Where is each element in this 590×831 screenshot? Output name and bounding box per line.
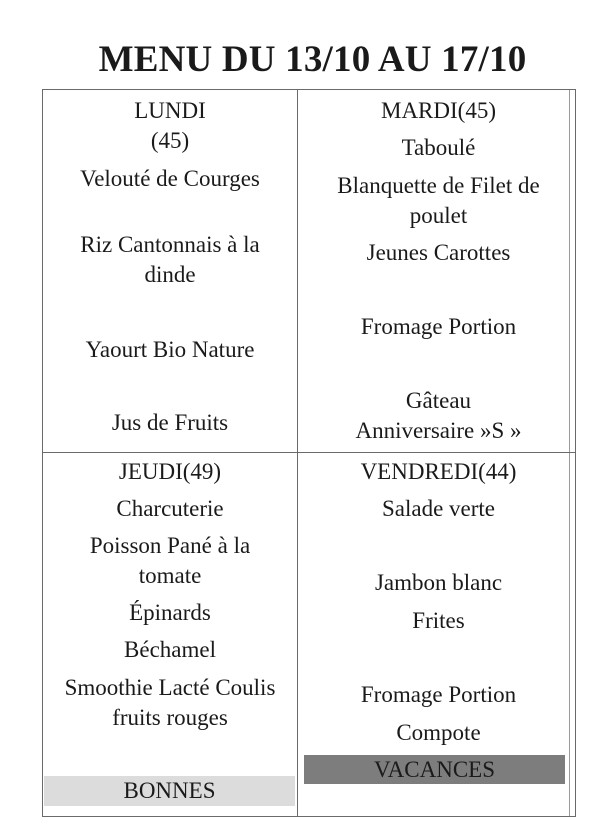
menu-item: Compote	[396, 720, 481, 745]
menu-item: dinde	[144, 262, 196, 287]
day-header-lundi: LUNDI	[134, 98, 206, 123]
menu-item: Poisson Pané à la	[89, 533, 251, 558]
menu-item: Anniversaire »S »	[355, 418, 522, 443]
footer-banner-bonnes: BONNES	[44, 776, 295, 806]
menu-item: Smoothie Lacté Coulis	[64, 675, 276, 700]
menu-item: Velouté de Courges	[80, 166, 260, 191]
menu-item: Jeunes Carottes	[366, 240, 511, 265]
column-divider	[297, 90, 298, 816]
day-header-vendredi: VENDREDI(44)	[360, 459, 517, 484]
menu-item: poulet	[409, 203, 468, 228]
menu-item: Salade verte	[381, 496, 496, 521]
menu-item: Fromage Portion	[360, 314, 517, 339]
menu-item: tomate	[138, 563, 202, 588]
menu-item: Yaourt Bio Nature	[85, 337, 255, 362]
menu-item: Gâteau	[405, 388, 472, 413]
menu-item: fruits rouges	[112, 705, 228, 730]
day-header-mardi: MARDI(45)	[381, 98, 496, 123]
menu-title: MENU DU 13/10 AU 17/10	[98, 39, 527, 80]
row-divider	[42, 452, 576, 453]
menu-item: Jus de Fruits	[111, 410, 229, 435]
menu-item: Jambon blanc	[374, 570, 503, 595]
menu-item: Fromage Portion	[360, 682, 517, 707]
menu-item: Riz Cantonnais à la	[80, 232, 260, 257]
day-header-jeudi: JEUDI(49)	[118, 459, 222, 484]
menu-item: Frites	[412, 608, 465, 633]
footer-banner-vacances: VACANCES	[304, 755, 565, 784]
menu-item: Épinards	[129, 600, 211, 625]
menu-item: Taboulé	[401, 135, 476, 160]
menu-item: Béchamel	[124, 637, 216, 662]
menu-item: Blanquette de Filet de	[337, 173, 540, 198]
day-count-lundi: (45)	[150, 128, 190, 153]
menu-item: Charcuterie	[116, 496, 224, 521]
